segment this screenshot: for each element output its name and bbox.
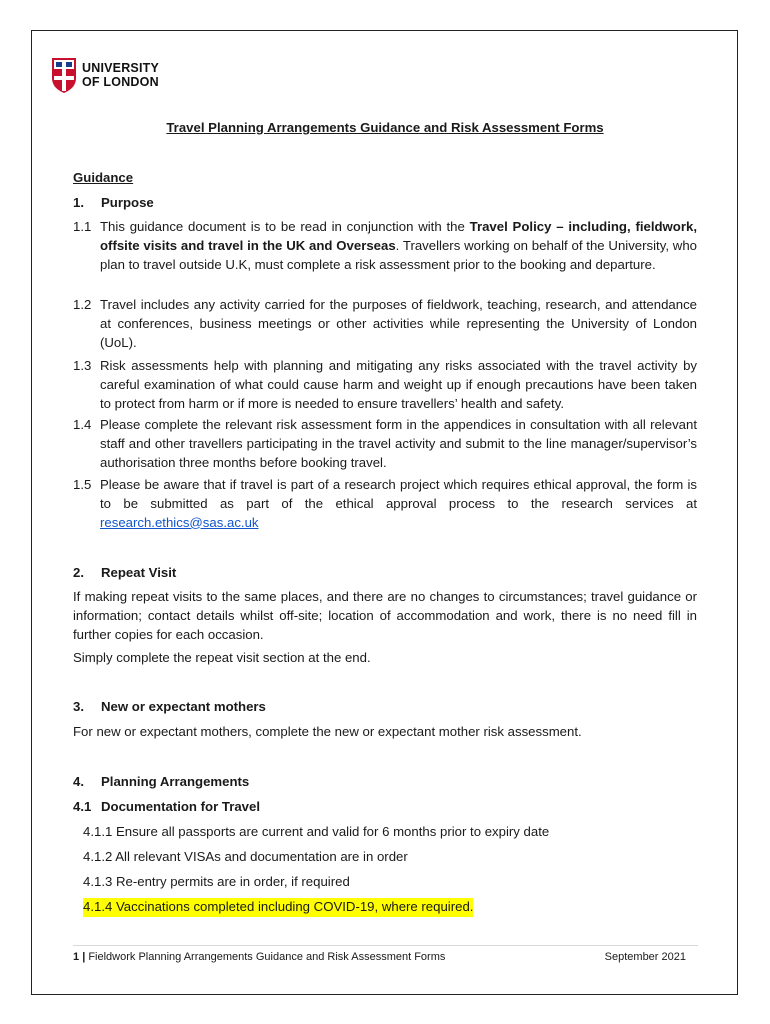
item-text: Risk assessments help with planning and mitigating any risks associated with the travel activity by careful examination of what could cause harm and weight up if enough precautions have been taken to protect from harm or if more is needed to ensure travellers’ health and safety. bbox=[100, 358, 697, 411]
subsection-4-1-number: 4.1 bbox=[73, 799, 92, 814]
section-4-title: Planning Arrangements bbox=[101, 774, 250, 789]
document-title: Travel Planning Arrangements Guidance and Risk Assessment Forms bbox=[166, 120, 604, 135]
guidance-heading: Guidance bbox=[73, 170, 134, 185]
item-text: Travel includes any activity carried for the purposes of fieldwork, teaching, research, and attendance at conferences, business meetings or other activities while representing the University of London (UoL). bbox=[100, 297, 697, 350]
university-logo bbox=[51, 56, 159, 94]
logo-line-1: UNIVERSITY bbox=[82, 61, 160, 75]
expectant-mothers-paragraph: For new or expectant mothers, complete the new or expectant mother risk assessment. bbox=[73, 724, 582, 739]
section-4-number: 4. bbox=[73, 774, 84, 789]
item-number: 1.2 bbox=[73, 297, 92, 312]
item-text bbox=[100, 218, 697, 274]
footer-divider bbox=[73, 945, 698, 946]
list-item-4-1-1: 4.1.1 Ensure all passports are current and valid for 6 months prior to expiry date bbox=[83, 824, 550, 839]
section-1-title: Purpose bbox=[101, 195, 154, 210]
item-number: 1.4 bbox=[73, 417, 92, 432]
subsection-4-1-title: Documentation for Travel bbox=[101, 799, 261, 814]
logo-line-2: OF LONDON bbox=[82, 75, 159, 89]
item-number: 1.1 bbox=[73, 219, 92, 234]
item-1-5 bbox=[73, 476, 697, 532]
section-1-number: 1. bbox=[73, 195, 84, 210]
item-text-body: Please be aware that if travel is part of a research project which requires ethical approval, the form is to be submitted as part of the ethical approval process to the research services at bbox=[100, 477, 697, 511]
item-text-pre: This guidance document is to be read in conjunction with the bbox=[100, 219, 470, 234]
item-1-2 bbox=[73, 296, 697, 352]
travel-policy-reference: Travel Policy – including, fieldwork, offsite visits and travel in the UK and Overseas bbox=[100, 219, 697, 253]
list-item-4-1-2: 4.1.2 All relevant VISAs and documentation are in order bbox=[83, 849, 408, 864]
section-2-number: 2. bbox=[73, 565, 84, 580]
footer-separator: | bbox=[82, 951, 86, 963]
section-2-heading bbox=[73, 564, 176, 583]
item-1-3 bbox=[73, 357, 697, 413]
section-2-title: Repeat Visit bbox=[101, 565, 177, 580]
page-footer bbox=[73, 950, 698, 964]
section-1-heading bbox=[73, 194, 154, 213]
item-1-1 bbox=[73, 218, 697, 274]
section-4-heading bbox=[73, 773, 249, 792]
page-number: 1 bbox=[73, 951, 80, 963]
footer-left bbox=[73, 950, 445, 964]
footer-doc-title: Fieldwork Planning Arrangements Guidance and Risk Assessment Forms bbox=[88, 951, 446, 963]
item-text bbox=[100, 476, 697, 532]
item-1-4 bbox=[73, 416, 697, 472]
section-3-number: 3. bbox=[73, 699, 84, 714]
section-3-title: New or expectant mothers bbox=[101, 699, 266, 714]
list-item-4-1-4-highlighted: 4.1.4 Vaccinations completed including COVID-19, where required. bbox=[83, 898, 473, 917]
section-3-heading bbox=[73, 698, 266, 717]
research-ethics-email-link[interactable]: research.ethics@sas.ac.uk bbox=[100, 514, 259, 530]
repeat-visit-paragraph: If making repeat visits to the same places, and there are no changes to circumstances; travel guidance or information; contact details whilst off-site; location of accommodation and work, there is no need fill in further copies for each occasion. bbox=[73, 589, 697, 642]
item-text: Please complete the relevant risk assessment form in the appendices in consultation with all relevant staff and other travellers participating in the travel activity and submit to the line manager/supervisor’s authorisation three months before booking travel. bbox=[100, 417, 697, 470]
logo-text bbox=[82, 61, 159, 89]
item-text-post: . Travellers working on behalf of the University, who plan to travel outside U.K, must complete a risk assessment prior to the booking and departure. bbox=[100, 237, 697, 272]
item-number: 1.5 bbox=[73, 477, 92, 492]
crest-icon bbox=[51, 56, 77, 94]
item-number: 1.3 bbox=[73, 358, 92, 373]
footer-date: September 2021 bbox=[604, 951, 686, 963]
list-item-4-1-3: 4.1.3 Re-entry permits are in order, if required bbox=[83, 874, 350, 889]
repeat-visit-instruction: Simply complete the repeat visit section at the end. bbox=[73, 650, 371, 665]
subsection-4-1-heading bbox=[73, 798, 260, 817]
